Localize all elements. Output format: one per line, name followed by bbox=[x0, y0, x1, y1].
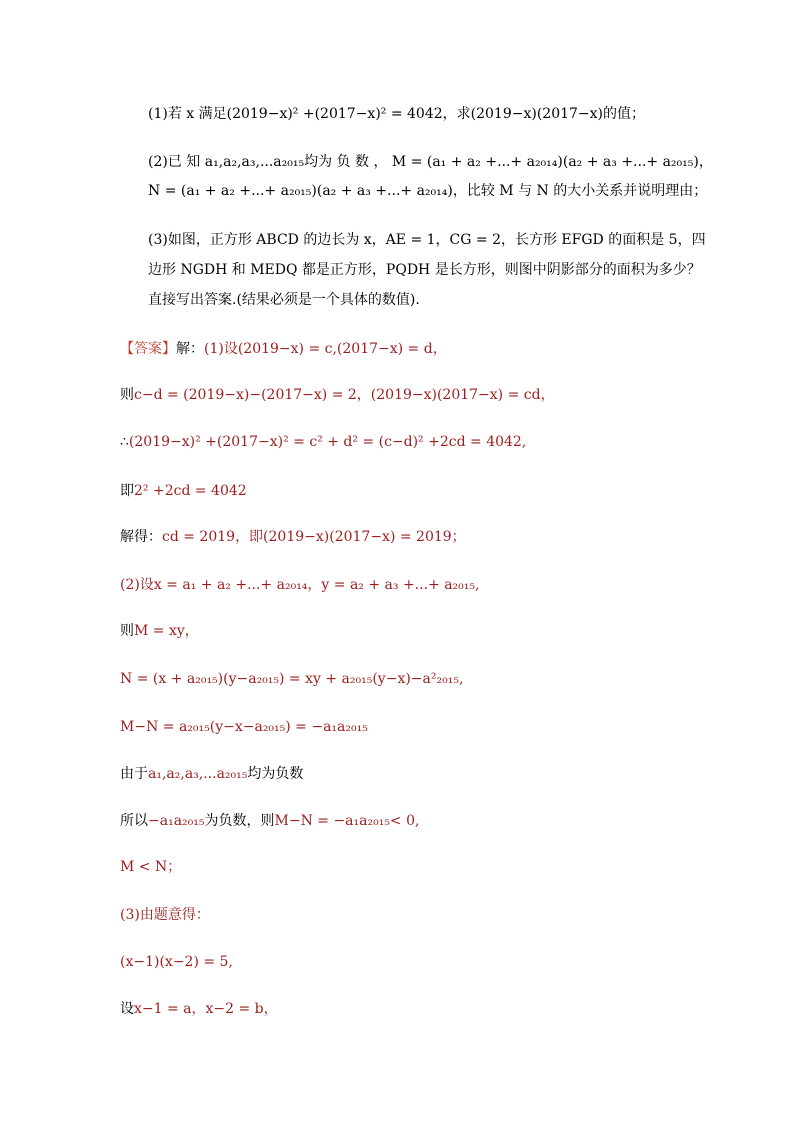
answer-line-6: (2)设x = a₁ + a₂ +...+ a₂₀₁₄，y = a₂ + a₃ +...+ a₂₀₁₅, bbox=[120, 577, 480, 593]
answer-line-5 bbox=[120, 527, 466, 547]
answer-line-2-math: c−d = (2019−x)−(2017−x) = 2，(2019−x)(2017−x) = cd， bbox=[134, 387, 555, 403]
answer-label: 【答案】 bbox=[120, 341, 176, 357]
answer-line-11-mid: 为负数，则 bbox=[204, 813, 275, 829]
answer-line-11-math-1: −a₁a₂₀₁₅ bbox=[148, 813, 205, 829]
answer-line-12: M < N； bbox=[120, 859, 182, 875]
answer-line-13: (3)由题意得： bbox=[120, 907, 210, 923]
answer-line-14: (x−1)(x−2) = 5, bbox=[120, 954, 233, 970]
answer-line-1-math: (1)设(2019−x) = c,(2017−x) = d， bbox=[204, 341, 447, 357]
answer-line-1-prefix: 解： bbox=[176, 341, 204, 357]
answer-line-8: N = (x + a₂₀₁₅)(y−a₂₀₁₅) = xy + a₂₀₁₅(y−x)−a²₂₀₁₅, bbox=[120, 671, 464, 687]
answer-line-1 bbox=[120, 339, 447, 359]
answer-line-7-prefix: 则 bbox=[120, 623, 134, 639]
question-2-line-2: N = (a₁ + a₂ +...+ a₂₀₁₅)(a₂ + a₃ +...+ a₂₀₁₄)，比较 M 与 N 的大小关系并说明理由； bbox=[148, 183, 708, 199]
answer-line-10-prefix: 由于 bbox=[120, 766, 148, 782]
answer-line-4-math: 2² +2cd = 4042 bbox=[134, 483, 247, 499]
answer-line-4 bbox=[120, 481, 247, 501]
answer-line-3-math: (2019−x)² +(2017−x)² = c² + d² = (c−d)² +2cd = 4042, bbox=[128, 434, 527, 450]
answer-line-11-prefix: 所以 bbox=[120, 813, 148, 829]
answer-line-15-math: x−1 = a，x−2 = b， bbox=[134, 1001, 278, 1017]
answer-line-7 bbox=[120, 621, 199, 641]
answer-line-15-prefix: 设 bbox=[120, 1001, 134, 1017]
answer-line-2 bbox=[120, 385, 555, 405]
question-1: (1)若 x 满足(2019−x)² +(2017−x)² = 4042，求(2019−x)(2017−x)的值； bbox=[148, 106, 646, 122]
answer-line-11 bbox=[120, 811, 419, 831]
question-3-line-1: (3)如图，正方形 ABCD 的边长为 x，AE = 1，CG = 2，长方形 EFGD 的面积是 5，四 bbox=[148, 232, 706, 248]
answer-line-3 bbox=[120, 432, 526, 452]
answer-line-15 bbox=[120, 999, 278, 1019]
question-3-line-3: 直接写出答案.(结果必须是一个具体的数值). bbox=[148, 292, 420, 308]
answer-line-10 bbox=[120, 764, 303, 784]
answer-line-4-prefix: 即 bbox=[120, 483, 134, 499]
answer-line-9: M−N = a₂₀₁₅(y−x−a₂₀₁₅) = −a₁a₂₀₁₅ bbox=[120, 719, 368, 735]
answer-line-3-prefix: ∴ bbox=[120, 434, 129, 450]
answer-line-11-math-2: M−N = −a₁a₂₀₁₅< 0, bbox=[274, 813, 420, 829]
answer-line-10-math: a₁,a₂,a₃,...a₂₀₁₅ bbox=[148, 766, 248, 782]
answer-line-7-math: M = xy， bbox=[134, 623, 199, 639]
question-3-line-2: 边形 NGDH 和 MEDQ 都是正方形，PQDH 是长方形，则图中阴影部分的面积为多少？ bbox=[148, 262, 701, 278]
question-2-line-1: (2)已 知 a₁,a₂,a₃,...a₂₀₁₅均为 负 数 ， M = (a₁ + a₂ +...+ a₂₀₁₄)(a₂ + a₃ +...+ a₂₀₁₅)， bbox=[148, 154, 713, 170]
answer-line-10-suffix: 均为负数 bbox=[247, 766, 304, 782]
answer-line-5-math: cd = 2019，即(2019−x)(2017−x) = 2019； bbox=[162, 529, 466, 545]
answer-line-2-prefix: 则 bbox=[120, 387, 134, 403]
answer-line-5-prefix: 解得： bbox=[120, 529, 162, 545]
